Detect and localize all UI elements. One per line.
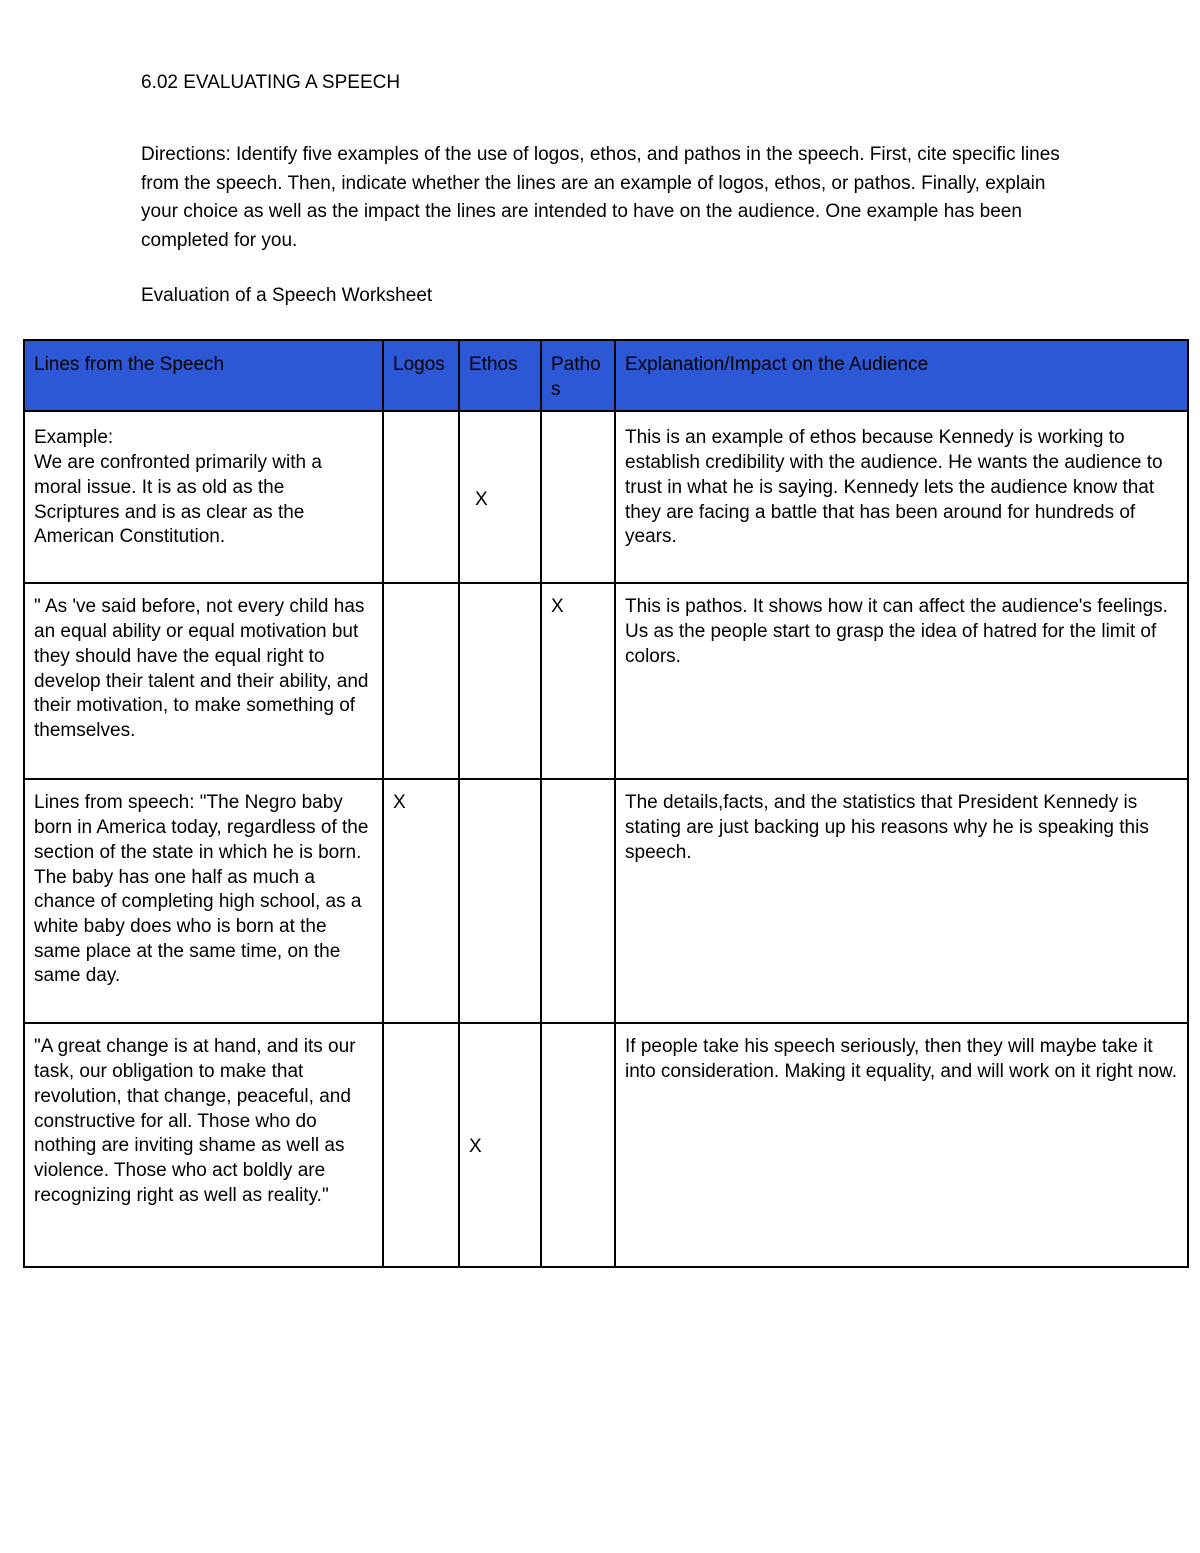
cell-ethos xyxy=(459,779,541,1023)
cell-pathos xyxy=(541,1023,615,1267)
cell-explanation: If people take his speech seriously, then they will maybe take it into consideration. Making it equality, and will work on it right now. xyxy=(615,1023,1188,1267)
table-header-row xyxy=(24,340,1188,411)
worksheet-title: Evaluation of a Speech Worksheet xyxy=(141,285,433,306)
cell-lines: Example: We are confronted primarily with a moral issue. It is as old as the Scriptures and is as clear as the American Constitution. xyxy=(24,411,383,583)
cell-explanation: The details,facts, and the statistics that President Kennedy is stating are just backing up his reasons why he is speaking this speech. xyxy=(615,779,1188,1023)
page-title: 6.02 EVALUATING A SPEECH xyxy=(141,72,401,93)
header-logos: Logos xyxy=(383,340,459,411)
table-row xyxy=(24,779,1188,1023)
header-lines: Lines from the Speech xyxy=(24,340,383,411)
cell-logos: X xyxy=(383,779,459,1023)
cell-logos xyxy=(383,411,459,583)
cell-explanation: This is an example of ethos because Kennedy is working to establish credibility with the audience. He wants the audience to trust in what he is saying. Kennedy lets the audience know that they are facing a battle that has been around for hundreds of years. xyxy=(615,411,1188,583)
cell-lines: Lines from speech: "The Negro baby born in America today, regardless of the section of the state in which he is born. The baby has one half as much a chance of completing high school, as a white baby does who is born at the same place at the same time, on the same day. xyxy=(24,779,383,1023)
cell-ethos: X xyxy=(459,1023,541,1267)
cell-logos xyxy=(383,1023,459,1267)
cell-ethos: X xyxy=(459,411,541,583)
header-pathos: Pathos xyxy=(541,340,615,411)
table-row xyxy=(24,1023,1188,1267)
directions-paragraph: Directions: Identify five examples of the use of logos, ethos, and pathos in the speech. First, cite specific lines from the speech. Then, indicate whether the lines are an example of logos, ethos, or pathos. Finally, explain your choice as well as the impact the lines are intended to have on the audience. One example has been completed for you. xyxy=(141,144,1060,251)
cell-explanation: This is pathos. It shows how it can affect the audience's feelings. Us as the people start to grasp the idea of hatred for the limit of colors. xyxy=(615,583,1188,779)
cell-pathos xyxy=(541,779,615,1023)
cell-pathos: X xyxy=(541,583,615,779)
evaluation-table xyxy=(23,339,1189,1268)
cell-lines: " As 've said before, not every child has an equal ability or equal motivation but they should have the equal right to develop their talent and their ability, and their motivation, to make something of themselves. xyxy=(24,583,383,779)
header-explanation: Explanation/Impact on the Audience xyxy=(615,340,1188,411)
cell-lines: "A great change is at hand, and its our task, our obligation to make that revolution, that change, peaceful, and constructive for all. Those who do nothing are inviting shame as well as violence. Those who act boldly are recognizing right as well as reality." xyxy=(24,1023,383,1267)
cell-ethos xyxy=(459,583,541,779)
cell-logos xyxy=(383,583,459,779)
table-row xyxy=(24,411,1188,583)
header-ethos: Ethos xyxy=(459,340,541,411)
table-row xyxy=(24,583,1188,779)
cell-pathos xyxy=(541,411,615,583)
